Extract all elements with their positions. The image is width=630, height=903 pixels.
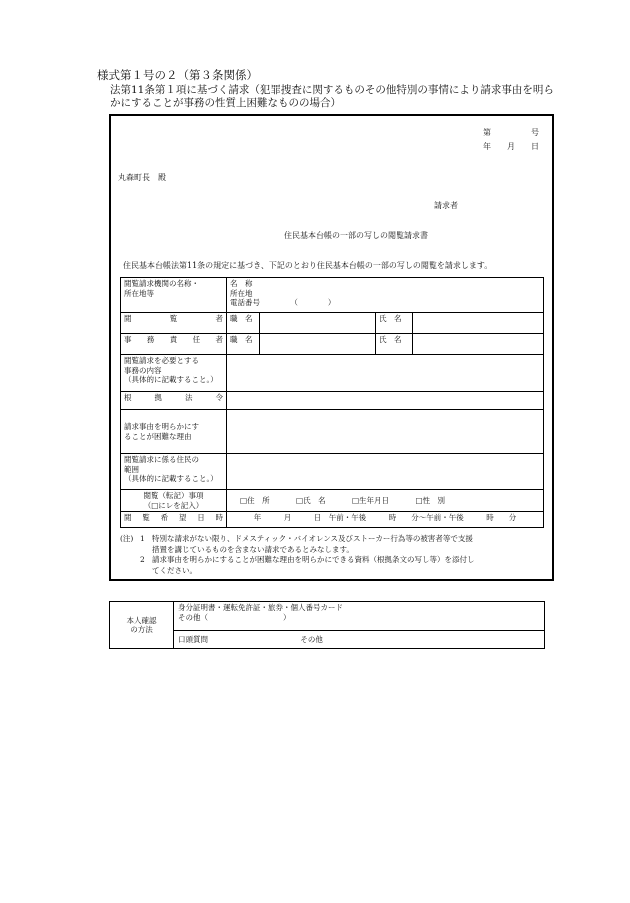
org-field[interactable] — [227, 278, 544, 313]
law-label — [121, 392, 227, 410]
item-birth-checkbox[interactable]: □生年月日 — [351, 495, 390, 505]
date-field[interactable]: 年 月 日 午前・午後 時 分〜午前・午後 時 分 — [227, 512, 544, 528]
item-name-checkbox[interactable]: □氏 名 — [295, 495, 326, 505]
id-check-label-line1: 本人確認 — [126, 615, 157, 625]
purpose-line1: 閲覧請求を必要とする — [124, 356, 199, 365]
date-label-text: 閲 覧 希 望 日 時 — [124, 513, 223, 522]
note-1-line2: 措置を講じているものを含まない請求であるとみなします。 — [152, 544, 354, 554]
manager-label-text: 事 務 責 任 者 — [124, 335, 223, 344]
addressee: 丸森町長 殿 — [118, 173, 166, 182]
org-phone-paren: （ ） — [290, 298, 336, 307]
org-address-label: 所在地 — [230, 288, 253, 298]
manager-name-field[interactable] — [413, 334, 544, 355]
scope-label — [121, 454, 227, 490]
org-label-line1: 閲覧請求機関の名称・ — [124, 279, 199, 288]
id-check-label — [110, 602, 174, 649]
oral-question-label: 口頭質問 — [178, 634, 208, 644]
org-phone-label: 電話番号 — [230, 298, 260, 307]
viewer-label-text: 閲 覧 者 — [124, 314, 223, 323]
form-id: 様式第１号の２（第３条関係） — [97, 68, 258, 82]
note-2-line2: てください。 — [152, 565, 197, 575]
form-title: 住民基本台帳の一部の写しの閲覧請求書 — [284, 231, 428, 240]
purpose-line3: （具体的に記載すること。） — [124, 375, 218, 384]
item-address-checkbox[interactable]: □住 所 — [240, 495, 270, 505]
oral-other-label: その他 — [300, 634, 323, 644]
viewer-label — [121, 313, 227, 334]
manager-name-label: 氏 名 — [376, 334, 413, 355]
viewer-position-field[interactable] — [260, 313, 376, 334]
request-heading: 法第11条第１項に基づく請求（犯罪捜査に関するものその他特別の事情により請求事由を明らかにすることが事務の性質上困難なものの場合） — [110, 84, 554, 109]
id-check-oral-row — [110, 631, 545, 649]
reason-line2: ることが困難な理由 — [124, 431, 192, 441]
org-row — [121, 278, 544, 313]
note-2-number: 2 — [140, 555, 145, 564]
note-1-line1: 特別な請求がない限り、ドメスティック・バイオレンス及びストーカー行為等の被害者等で支援 — [152, 534, 473, 543]
item-sex-checkbox[interactable]: □性 別 — [415, 495, 446, 505]
purpose-line2: 事務の内容 — [124, 365, 162, 375]
number-suffix: 号 — [531, 128, 539, 137]
purpose-label — [121, 355, 227, 392]
reason-field[interactable] — [227, 410, 544, 454]
id-check-oral[interactable] — [174, 631, 545, 649]
scope-row — [121, 454, 544, 490]
items-label-line2: （□にレを記入） — [143, 500, 204, 510]
purpose-row — [121, 355, 544, 392]
reason-row — [121, 410, 544, 454]
request-form — [109, 114, 554, 581]
viewer-name-label: 氏 名 — [376, 313, 413, 334]
id-check-label-line2: の方法 — [130, 625, 153, 634]
id-check-docs[interactable] — [174, 602, 545, 631]
id-check-table — [109, 601, 545, 649]
items-row — [121, 490, 544, 512]
year-label: 年 — [483, 142, 491, 151]
request-table — [120, 277, 544, 528]
items-label-line1: 閲覧（転記）事項 — [143, 491, 204, 500]
reason-label — [121, 410, 227, 454]
manager-row — [121, 334, 544, 355]
notes — [120, 534, 548, 576]
number-label: 第 — [483, 128, 491, 137]
day-label: 日 — [531, 142, 539, 151]
scope-line2: 範囲 — [124, 464, 139, 474]
reason-line1: 請求事由を明らかにす — [124, 422, 199, 431]
note-2-line1: 請求事由を明らかにすることが困難な理由を明らかにできる資料（根拠条文の写し等）を添付し — [152, 555, 475, 564]
items-field — [227, 490, 544, 512]
id-docs-text: 身分証明書・運転免許証・旅券・個人番号カード — [178, 603, 343, 612]
purpose-field[interactable] — [227, 355, 544, 392]
requester-label: 請求者 — [434, 201, 458, 210]
date-row — [121, 512, 544, 528]
org-name-label: 名 称 — [230, 279, 253, 288]
month-label: 月 — [507, 142, 515, 151]
scope-line1: 閲覧請求に係る住民の — [124, 455, 199, 464]
law-row — [121, 392, 544, 410]
manager-position-label: 職 名 — [227, 334, 260, 355]
scope-line3: （具体的に記載すること。） — [124, 474, 218, 483]
viewer-name-field[interactable] — [413, 313, 544, 334]
law-label-text: 根 拠 法 令 — [124, 393, 223, 402]
id-other-text: その他（ ） — [178, 612, 291, 622]
note-1-number: 1 — [140, 534, 145, 543]
items-label — [121, 490, 227, 512]
org-label — [121, 278, 227, 313]
manager-position-field[interactable] — [260, 334, 376, 355]
manager-label — [121, 334, 227, 355]
viewer-row — [121, 313, 544, 334]
notes-lead: (注) — [120, 534, 134, 543]
org-label-line2: 所在地等 — [124, 288, 154, 298]
date-label — [121, 512, 227, 528]
law-field[interactable] — [227, 392, 544, 410]
viewer-position-label: 職 名 — [227, 313, 260, 334]
intro-text: 住民基本台帳法第11条の規定に基づき、下記のとおり住民基本台帳の一部の写しの閲覧を請求します。 — [123, 261, 493, 270]
id-check-docs-row — [110, 602, 545, 631]
scope-field[interactable] — [227, 454, 544, 490]
